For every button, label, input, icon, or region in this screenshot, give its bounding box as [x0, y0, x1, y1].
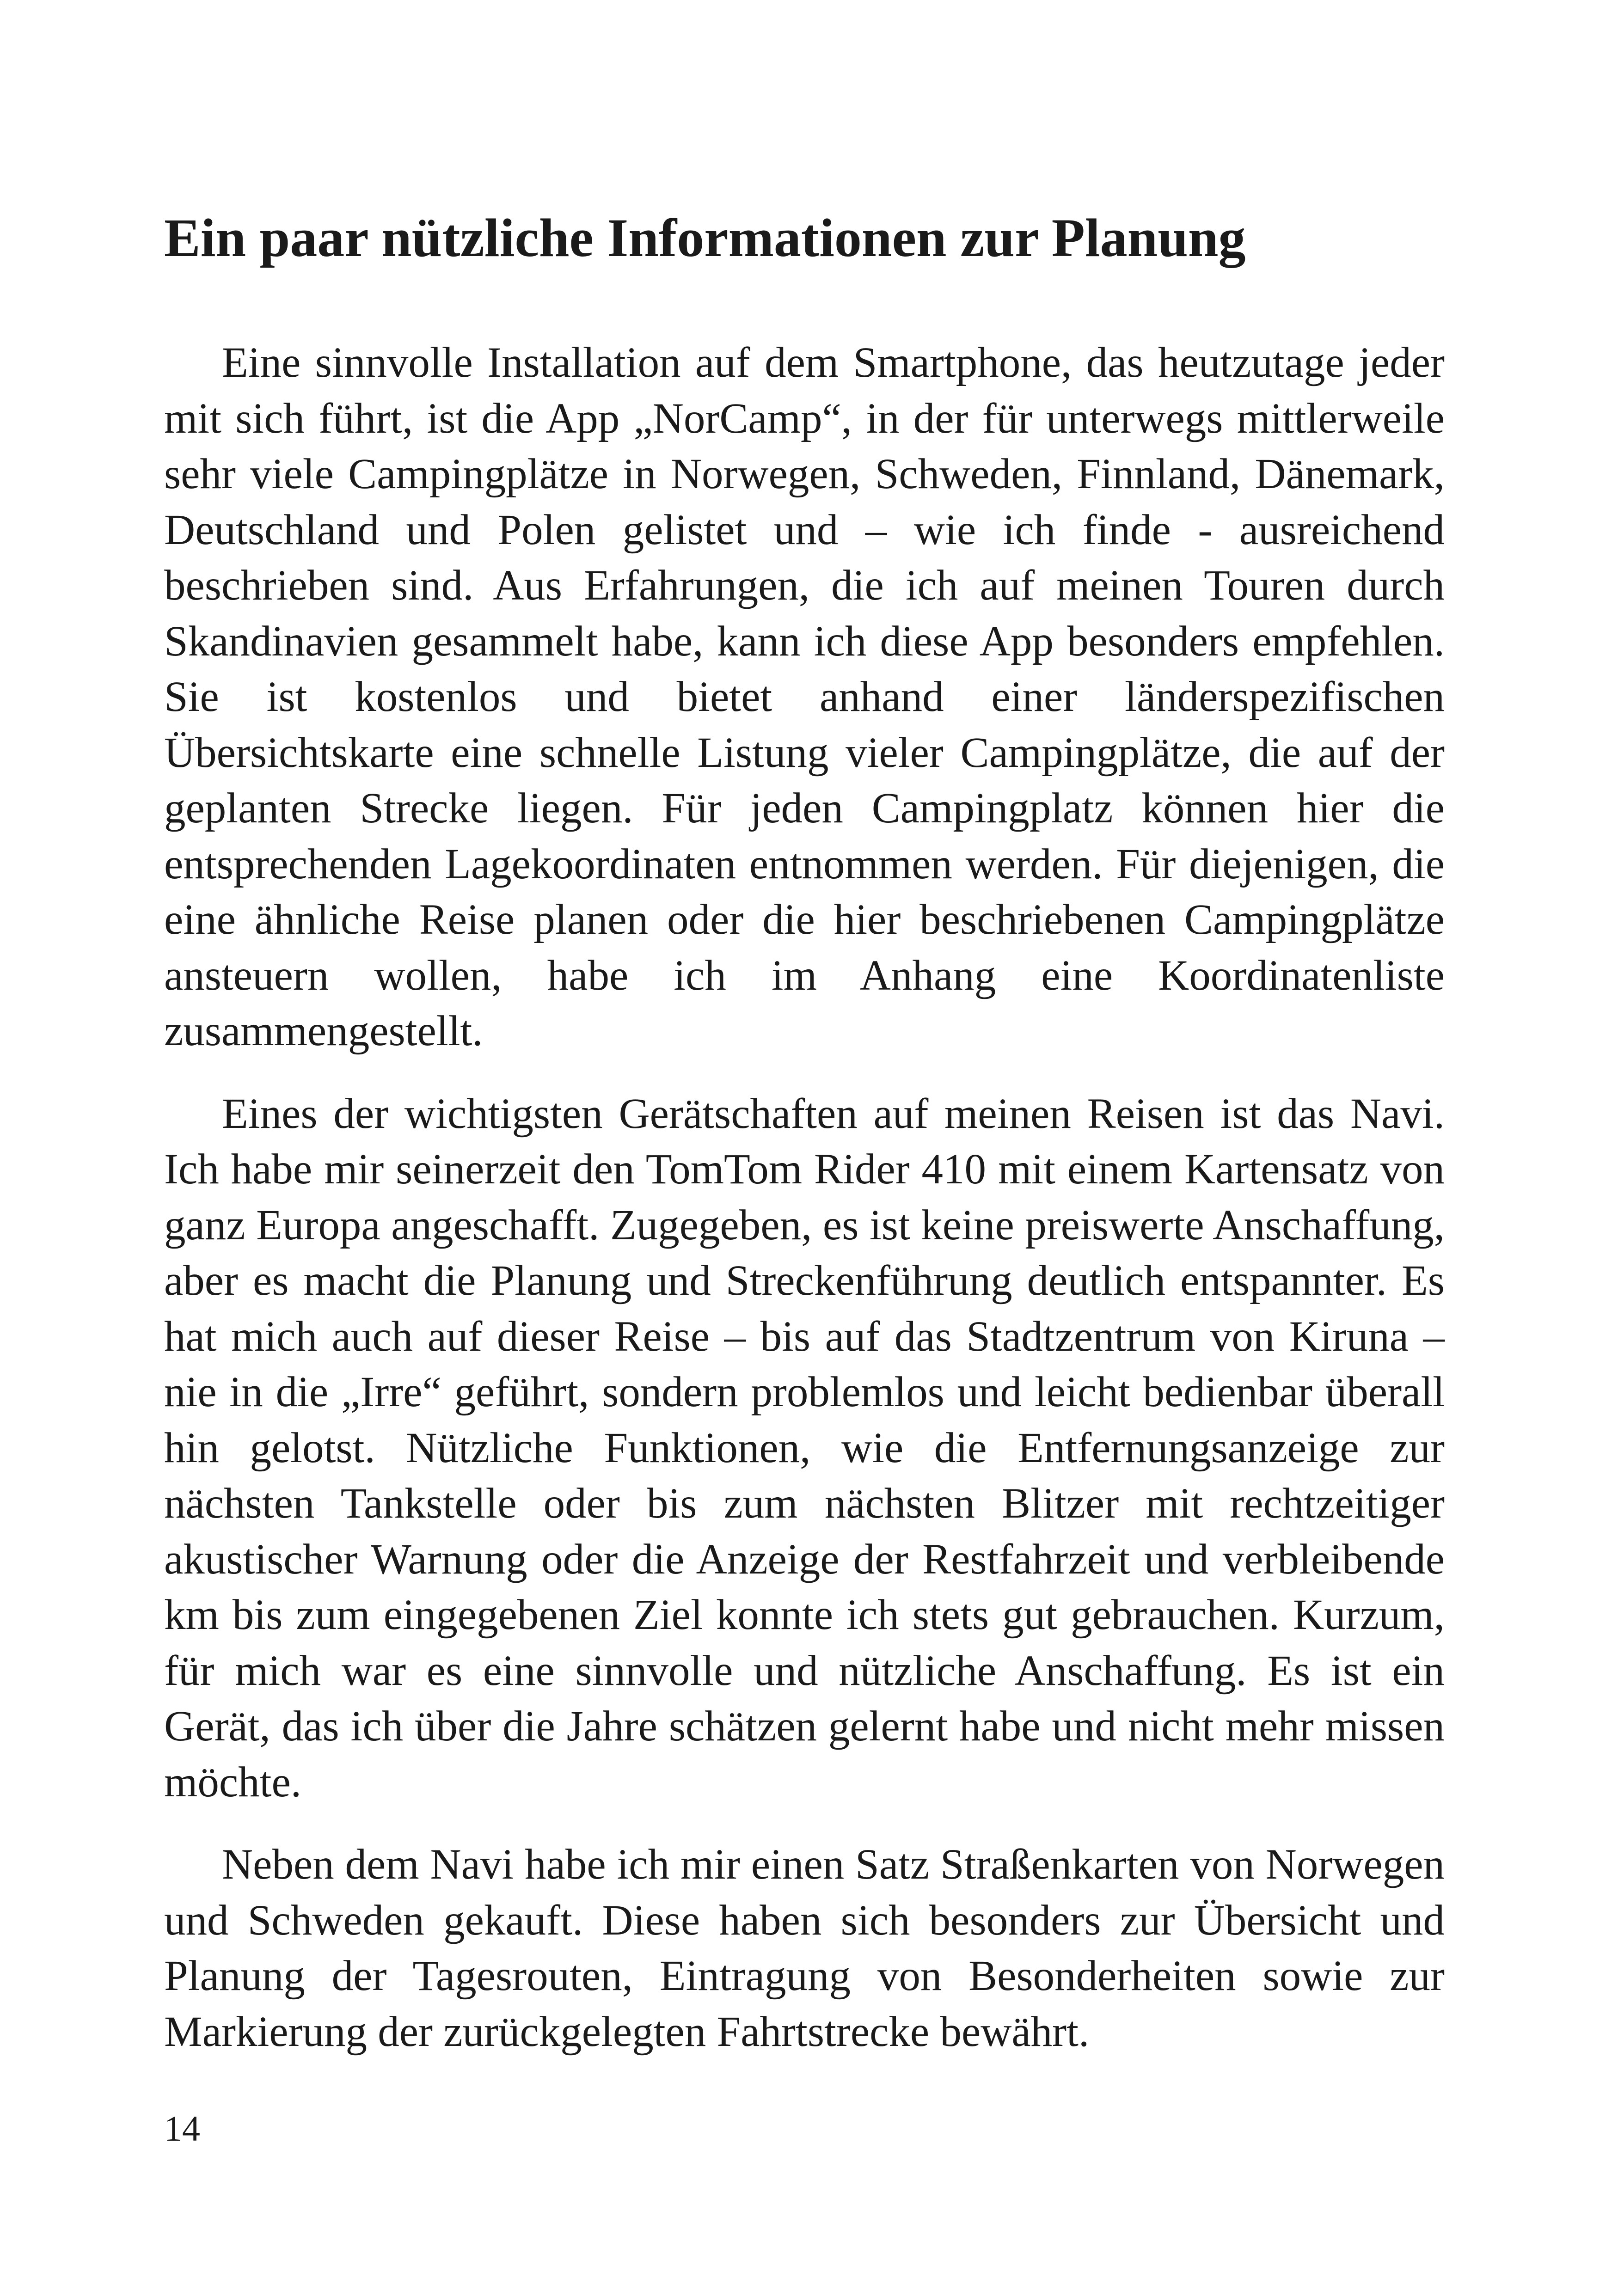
page-number: 14: [164, 2108, 200, 2149]
paragraph-navi: Eines der wichtigsten Gerätschaften auf meinen Reisen ist das Navi. Ich habe mir seinerzeit den TomTom Rider 410 mit einem Kartensatz von ganz Europa angeschafft. Zugegeben, es ist keine preiswerte Anschaffung, aber es macht die Planung und Streckenführung deutlich entspannter. Es hat mich auch auf dieser Reise – bis auf das Stadtzentrum von Kiruna – nie in die „Irre“ geführt, sondern problemlos und leicht bedienbar überall hin gelotst. Nützliche Funktionen, wie die Entfernungsanzeige zur nächsten Tankstelle oder bis zum nächsten Blitzer mit rechtzeitiger akustischer Warnung oder die Anzeige der Restfahrzeit und verbleibende km bis zum eingegebenen Ziel konnte ich stets gut gebrauchen. Kurzum, für mich war es eine sinnvolle und nützliche Anschaffung. Es ist ein Gerät, das ich über die Jahre schätzen gelernt habe und nicht mehr missen möchte.: [164, 1090, 1445, 1806]
paragraph-norcamp: Eine sinnvolle Installation auf dem Smartphone, das heutzutage jeder mit sich führt, ist die App „NorCamp“, in der für unterwegs mittlerweile sehr viele Campingplätze in Norwegen, Schweden, Finnland, Dänemark, Deutschland und Polen gelistet und – wie ich finde - ausreichend beschrieben sind. Aus Erfahrungen, die ich auf meinen Touren durch Skandinavien gesammelt habe, kann ich diese App besonders empfehlen. Sie ist kostenlos und bietet anhand einer länderspezifischen Übersichtskarte eine schnelle Listung vieler Campingplätze, die auf der geplanten Strecke liegen. Für jeden Campingplatz können hier die entsprechenden Lagekoordinaten entnommen werden. Für diejenigen, die eine ähnliche Reise planen oder die hier beschriebenen Campingplätze ansteuern wollen, habe ich im Anhang eine Koordinatenliste zusammengestellt.: [164, 339, 1445, 1055]
body-text: [164, 335, 1445, 2087]
paragraph-maps: Neben dem Navi habe ich mir einen Satz Straßenkarten von Norwegen und Schweden gekauft. Diese haben sich besonders zur Übersicht und Planung der Tagesrouten, Eintragung von Besonderheiten sowie zur Markierung der zurückgelegten Fahrtstrecke bewährt.: [164, 1841, 1445, 2056]
section-heading: Ein paar nützliche Informationen zur Planung: [164, 208, 1246, 268]
